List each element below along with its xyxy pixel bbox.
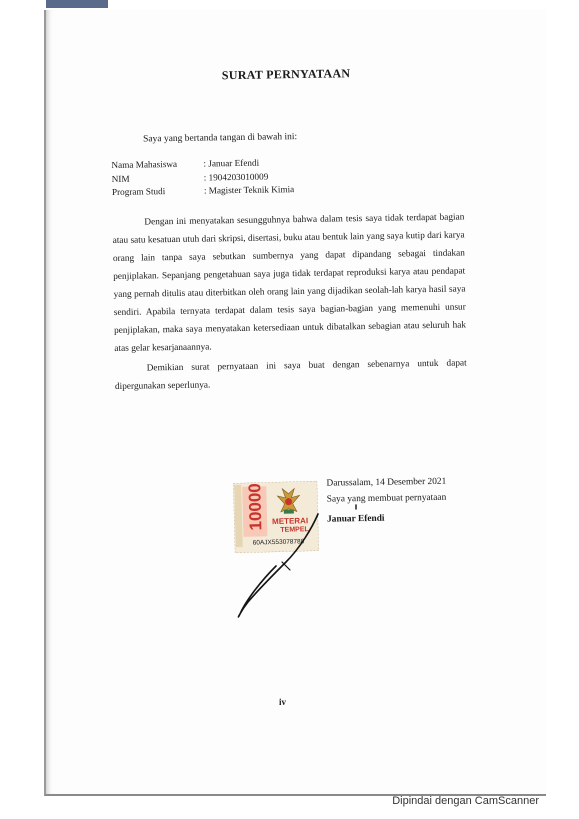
field-label: Program Studi bbox=[111, 186, 166, 198]
scan-edge-mark bbox=[46, 0, 108, 8]
signer-name: Januar Efendi bbox=[327, 513, 385, 525]
field-value: : 1904203010009 bbox=[203, 171, 269, 183]
meterai-stamp bbox=[233, 481, 319, 553]
place-date: Darussalam, 14 Desember 2021 bbox=[326, 476, 447, 489]
document-title: SURAT PERNYATAAN bbox=[221, 66, 351, 83]
page-number: iv bbox=[279, 697, 287, 707]
intro-line: Saya yang bertanda tangan di bawah ini: bbox=[143, 132, 298, 145]
statement-maker: Saya yang membuat pernyataan bbox=[326, 492, 447, 505]
field-label: NIM bbox=[111, 173, 130, 184]
stamp-serial: 60AJX553078788 bbox=[252, 538, 305, 547]
stamp-value: 10000 bbox=[245, 483, 266, 531]
camscanner-footer: Dipindai dengan CamScanner bbox=[392, 795, 539, 807]
field-value: : Januar Efendi bbox=[203, 157, 260, 169]
identity-table bbox=[111, 156, 294, 200]
stamp-label-1: METERAI bbox=[272, 516, 309, 527]
field-value: : Magister Teknik Kimia bbox=[203, 184, 295, 196]
closing-paragraph: Demikian surat pernyataan ini saya buat dengan sebenarnya untuk dapat dipergunakan seperlunya. bbox=[114, 358, 467, 392]
field-label: Nama Mahasiswa bbox=[111, 158, 178, 170]
statement-paragraph: Dengan ini menyatakan sesungguhnya bahwa dalam tesis saya tidak terdapat bagian atau satu kesatuan utuh dari skripsi, disertasi, buku atau bentuk lain yang saya kutip dari karya orang lain tanpa saya sebutkan sumbernya yang dapat dipandang sebagai tindakan penjiplakan. Sepanjang pengetahuan saya juga tidak terdapat reproduksi karya atau pendapat yang pernah ditulis atau diterbitkan oleh orang lain yang dijadikan seolah-lah karya hasil saya sendiri. Apabila ternyata terdapat dalam tesis saya bagian-bagian yang memenuhi unsur penjiplakan, maka saya menyatakan ketersediaan untuk dibatalkan sebagian atau seluruh hak atas gelar kesarjanaannya. bbox=[112, 212, 467, 354]
stamp-label-2: TEMPEL bbox=[280, 526, 309, 534]
identity-row-program bbox=[112, 183, 294, 200]
signature-block bbox=[326, 477, 447, 531]
